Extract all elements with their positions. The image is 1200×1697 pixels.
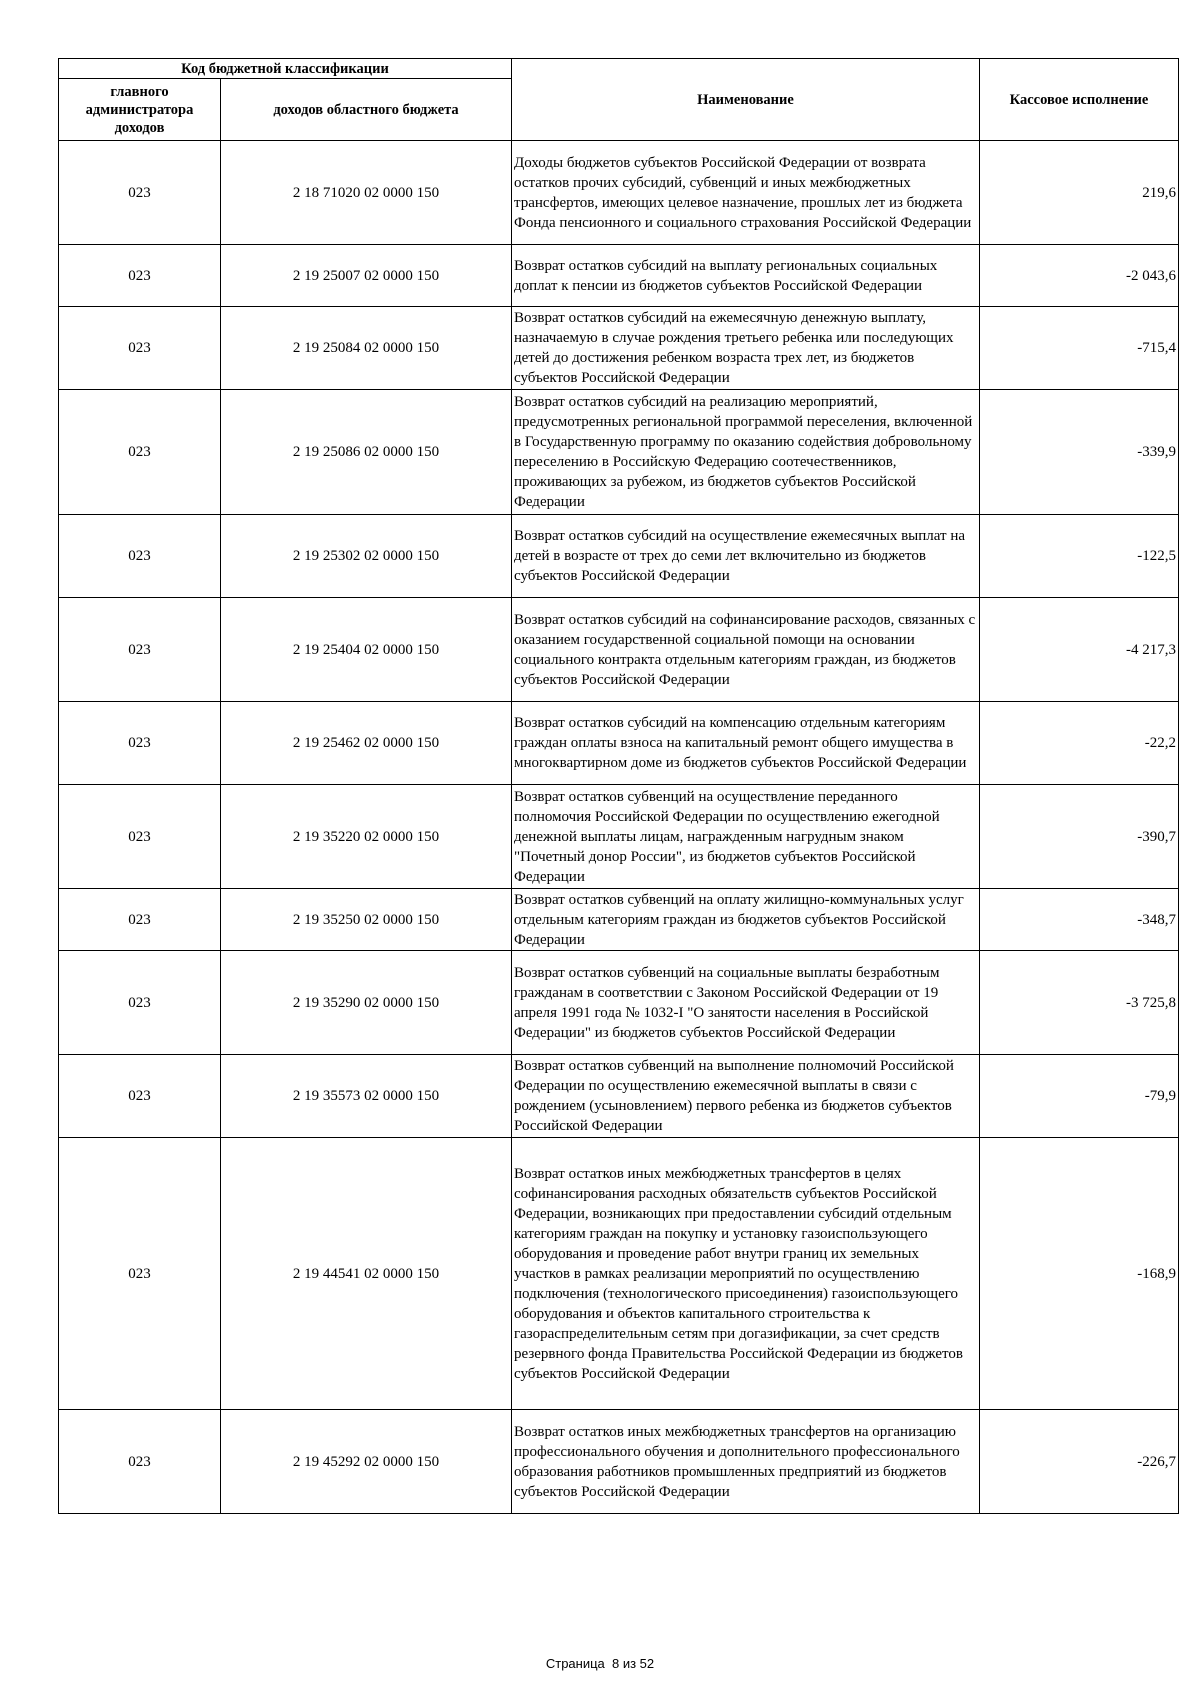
admin-code: 023 [59, 390, 221, 515]
table-row [59, 702, 1179, 785]
table-row [59, 141, 1179, 245]
item-name: Возврат остатков субсидий на софинансирование расходов, связанных с оказанием государственной социальной помощи на основании социального контракта отдельным категориям граждан, из бюджетов субъектов Российской Федерации [512, 598, 980, 702]
admin-code: 023 [59, 307, 221, 390]
item-name: Возврат остатков субвенций на выполнение полномочий Российской Федерации по осуществлению ежемесячной выплаты в связи с рождением (усыновлением) первого ребенка из бюджетов субъектов Российской Федерации [512, 1055, 980, 1138]
header-admin: главного администратора доходов [59, 79, 221, 141]
income-code: 2 19 25086 02 0000 150 [221, 390, 512, 515]
header-row-group [59, 59, 1179, 79]
admin-code: 023 [59, 889, 221, 951]
item-name: Возврат остатков субсидий на выплату региональных социальных доплат к пенсии из бюджетов субъектов Российской Федерации [512, 245, 980, 307]
income-code: 2 19 25462 02 0000 150 [221, 702, 512, 785]
header-name: Наименование [512, 59, 980, 141]
budget-table [58, 58, 1179, 1514]
income-code: 2 19 35220 02 0000 150 [221, 785, 512, 889]
item-name: Возврат остатков субсидий на реализацию мероприятий, предусмотренных региональной программой переселения, включенной в Государственную программу по оказанию содействия добровольному переселению в Российскую Федерацию соотечественников, проживающих за рубежом, из бюджетов субъектов Российской Федерации [512, 390, 980, 515]
item-name: Возврат остатков субсидий на осуществление ежемесячных выплат на детей в возрасте от трех до семи лет включительно из бюджетов субъектов Российской Федерации [512, 515, 980, 598]
admin-code: 023 [59, 515, 221, 598]
amount: -226,7 [980, 1410, 1179, 1514]
table-row [59, 245, 1179, 307]
admin-code: 023 [59, 1055, 221, 1138]
income-code: 2 19 45292 02 0000 150 [221, 1410, 512, 1514]
admin-code: 023 [59, 785, 221, 889]
income-code: 2 19 44541 02 0000 150 [221, 1138, 512, 1410]
table-row [59, 1138, 1179, 1410]
table-row [59, 598, 1179, 702]
item-name: Возврат остатков субвенций на оплату жилищно-коммунальных услуг отдельным категориям граждан из бюджетов субъектов Российской Федерации [512, 889, 980, 951]
amount: -4 217,3 [980, 598, 1179, 702]
amount: 219,6 [980, 141, 1179, 245]
income-code: 2 19 35290 02 0000 150 [221, 951, 512, 1055]
income-code: 2 19 35250 02 0000 150 [221, 889, 512, 951]
table-row [59, 390, 1179, 515]
income-code: 2 19 35573 02 0000 150 [221, 1055, 512, 1138]
income-code: 2 19 25007 02 0000 150 [221, 245, 512, 307]
table-row [59, 307, 1179, 390]
item-name: Доходы бюджетов субъектов Российской Федерации от возврата остатков прочих субсидий, субвенций и иных межбюджетных трансфертов, имеющих целевое назначение, прошлых лет из бюджета Фонда пенсионного и социального страхования Российской Федерации [512, 141, 980, 245]
item-name: Возврат остатков субвенций на социальные выплаты безработным гражданам в соответствии с Законом Российской Федерации от 19 апреля 1991 года № 1032-I "О занятости населения в Российской Федерации" из бюджетов субъектов Российской Федерации [512, 951, 980, 1055]
income-code: 2 18 71020 02 0000 150 [221, 141, 512, 245]
amount: -2 043,6 [980, 245, 1179, 307]
table-row [59, 515, 1179, 598]
item-name: Возврат остатков иных межбюджетных трансфертов в целях софинансирования расходных обязательств субъектов Российской Федерации, возникающих при предоставлении субсидий отдельным категориям граждан на покупку и установку газоиспользующего оборудования и проведение работ внутри границ их земельных участков в рамках реализации мероприятий по осуществлению подключения (технологического присоединения) газоиспользующего оборудования и объектов капитального строительства к газораспределительным сетям при догазификации, за счет средств резервного фонда Правительства Российской Федерации из бюджетов субъектов Российской Федерации [512, 1138, 980, 1410]
table-row [59, 951, 1179, 1055]
item-name: Возврат остатков субсидий на ежемесячную денежную выплату, назначаемую в случае рождения третьего ребенка или последующих детей до достижения ребенком возраста трех лет, из бюджетов субъектов Российской Федерации [512, 307, 980, 390]
amount: -348,7 [980, 889, 1179, 951]
income-code: 2 19 25404 02 0000 150 [221, 598, 512, 702]
income-code: 2 19 25084 02 0000 150 [221, 307, 512, 390]
amount: -715,4 [980, 307, 1179, 390]
amount: -79,9 [980, 1055, 1179, 1138]
table-row [59, 785, 1179, 889]
admin-code: 023 [59, 951, 221, 1055]
amount: -339,9 [980, 390, 1179, 515]
header-code: доходов областного бюджета [221, 79, 512, 141]
amount: -122,5 [980, 515, 1179, 598]
item-name: Возврат остатков иных межбюджетных трансфертов на организацию профессионального обучения и дополнительного профессионального образования работников промышленных предприятий из бюджетов субъектов Российской Федерации [512, 1410, 980, 1514]
header-amount: Кассовое исполнение [980, 59, 1179, 141]
amount: -22,2 [980, 702, 1179, 785]
table-row [59, 889, 1179, 951]
amount: -390,7 [980, 785, 1179, 889]
amount: -168,9 [980, 1138, 1179, 1410]
header-group-label: Код бюджетной классификации [59, 59, 512, 79]
admin-code: 023 [59, 141, 221, 245]
admin-code: 023 [59, 1138, 221, 1410]
table-row [59, 1055, 1179, 1138]
admin-code: 023 [59, 702, 221, 785]
income-code: 2 19 25302 02 0000 150 [221, 515, 512, 598]
admin-code: 023 [59, 245, 221, 307]
table-row [59, 1410, 1179, 1514]
item-name: Возврат остатков субсидий на компенсацию отдельным категориям граждан оплаты взноса на капитальный ремонт общего имущества в многоквартирном доме из бюджетов субъектов Российской Федерации [512, 702, 980, 785]
item-name: Возврат остатков субвенций на осуществление переданного полномочия Российской Федерации по осуществлению ежегодной денежной выплаты лицам, награжденным нагрудным знаком "Почетный донор России", из бюджетов субъектов Российской Федерации [512, 785, 980, 889]
admin-code: 023 [59, 598, 221, 702]
amount: -3 725,8 [980, 951, 1179, 1055]
admin-code: 023 [59, 1410, 221, 1514]
page-number: Страница 8 из 52 [545, 1656, 655, 1671]
